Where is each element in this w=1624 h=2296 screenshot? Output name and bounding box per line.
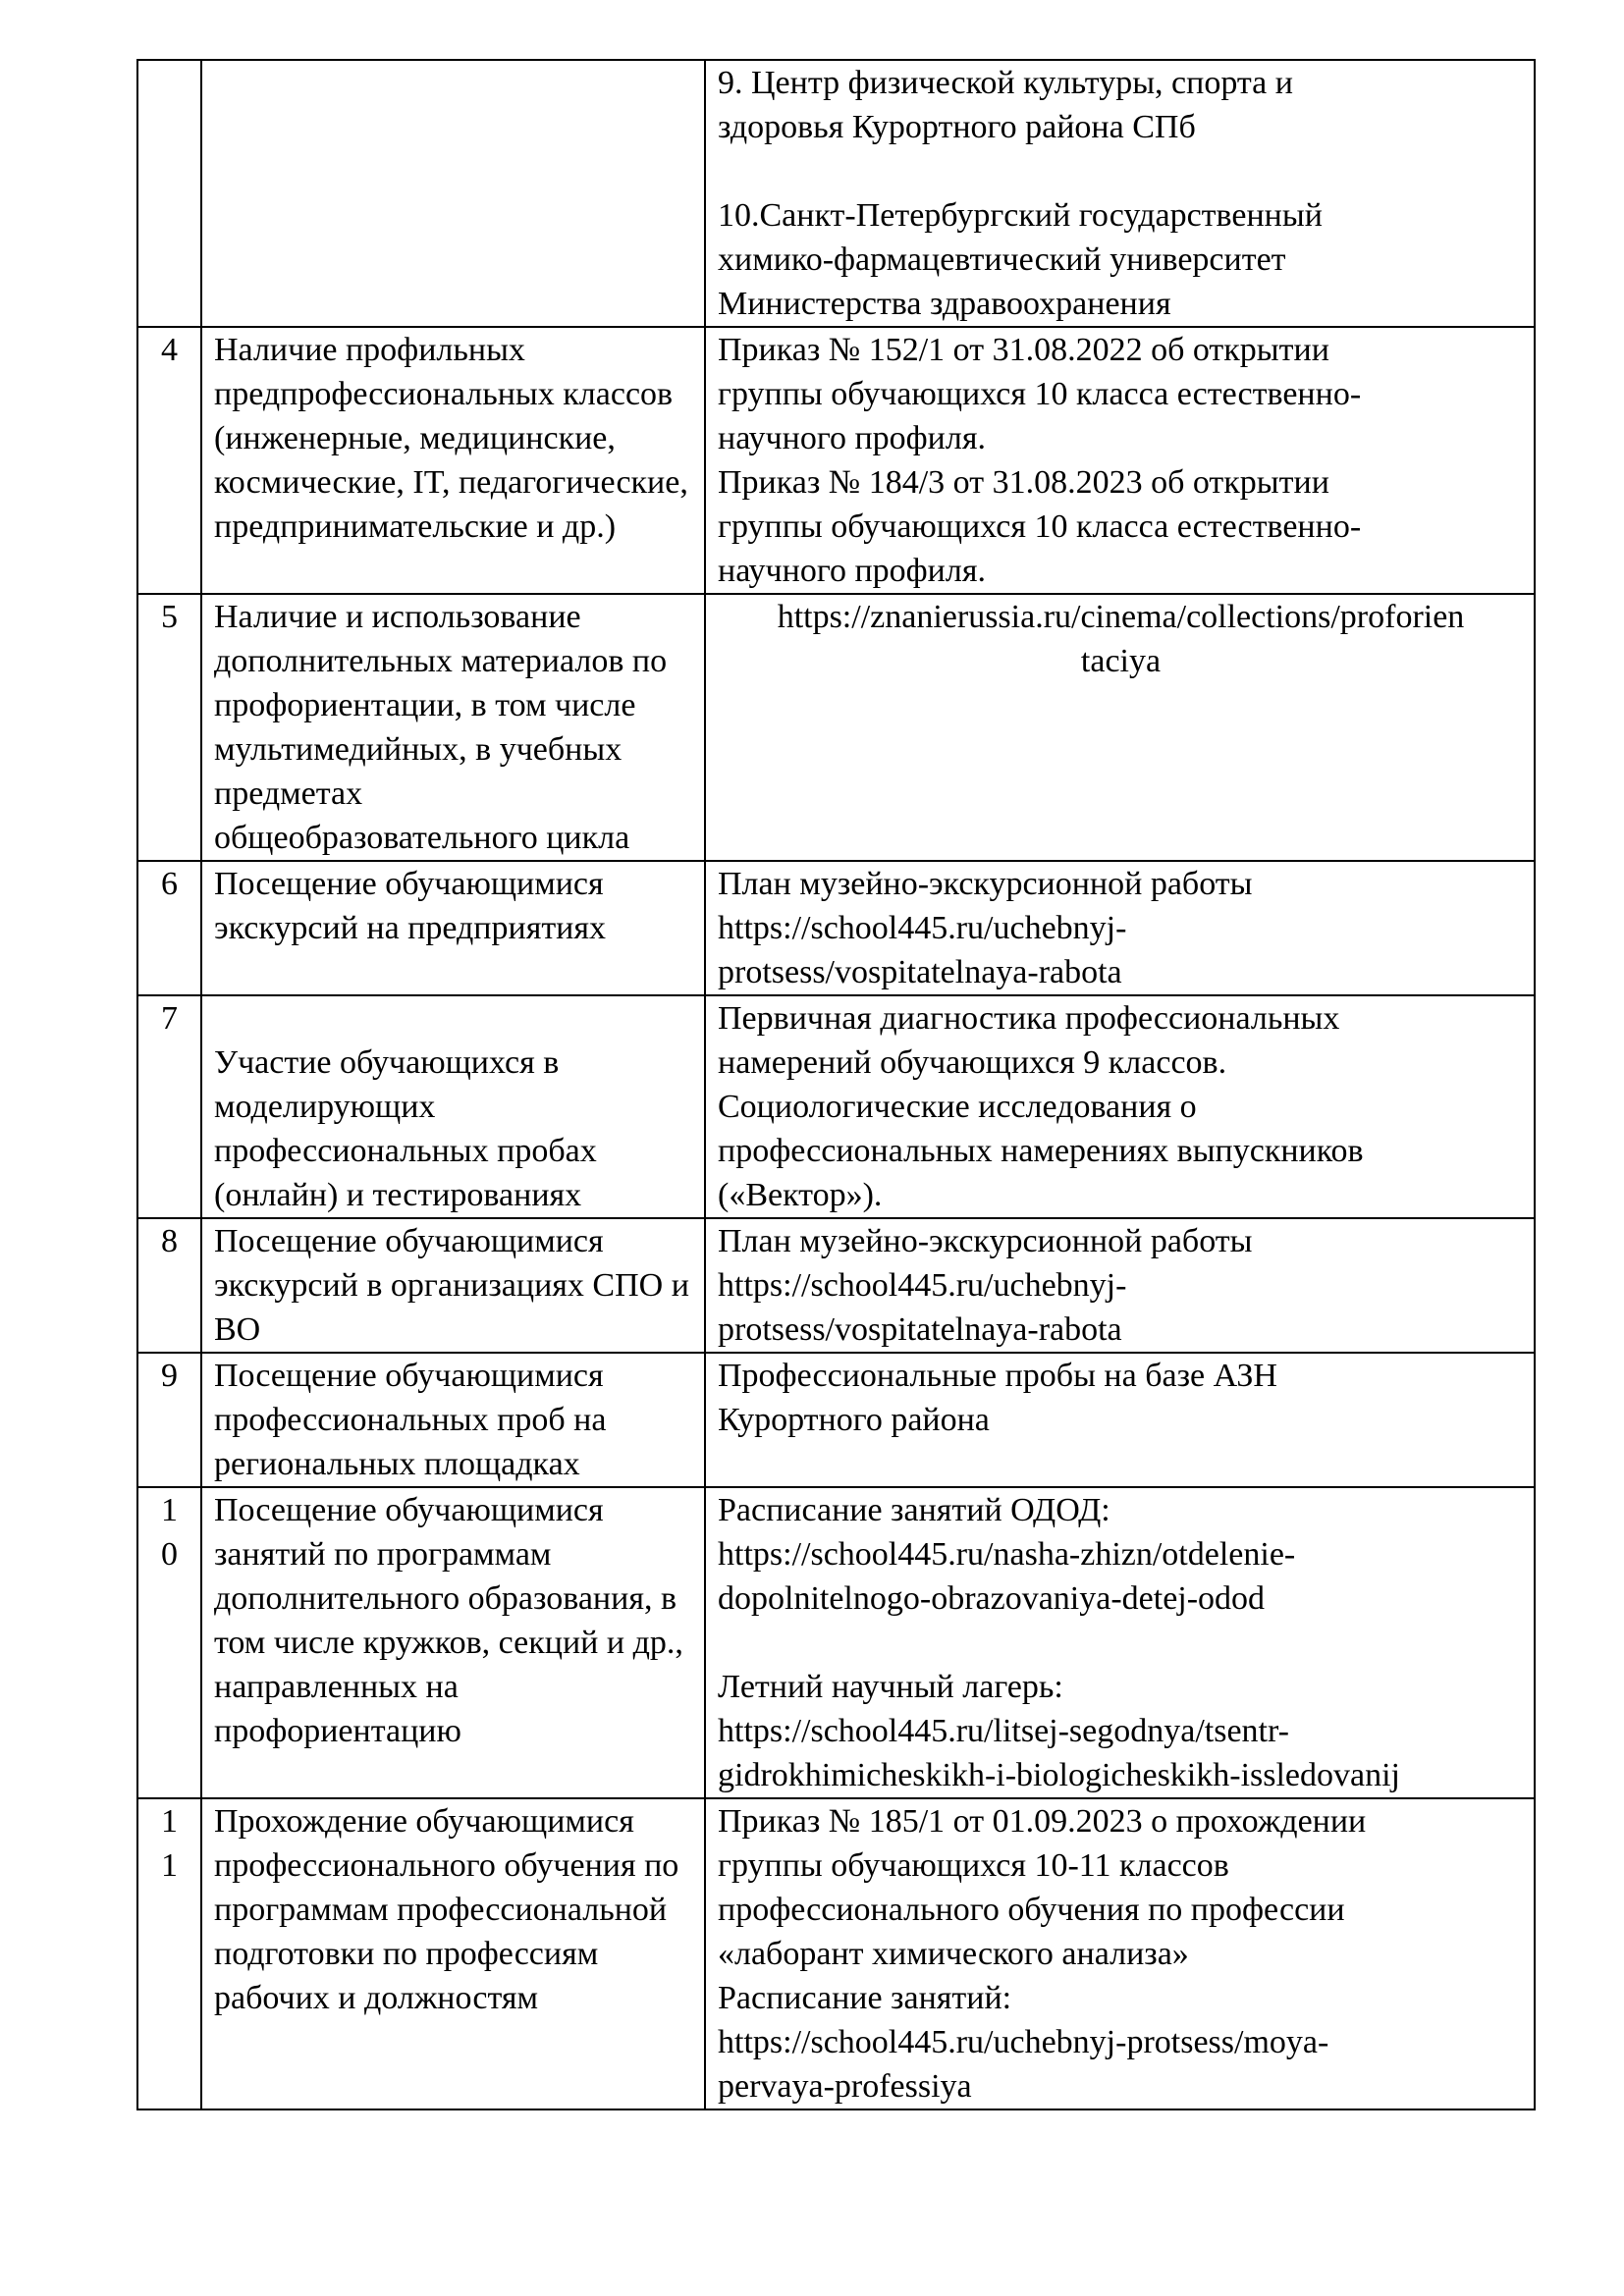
row-number-cell <box>137 995 201 1218</box>
row-number: 1 0 <box>161 1492 178 1573</box>
evidence-line: Расписание занятий ОДОД: <box>718 1492 1110 1528</box>
career-guidance-table <box>136 59 1536 2110</box>
evidence-line: pervaya-professiya <box>718 2068 972 2105</box>
blank-line <box>718 1621 1524 1665</box>
indicator-name: Посещение обучающимися профессиональных проб на региональных площадках <box>214 1358 607 1482</box>
evidence-line: группы обучающихся 10-11 классов <box>718 1847 1229 1884</box>
table-row <box>137 60 1535 327</box>
indicator-name-cell <box>201 594 705 861</box>
indicator-name-cell <box>201 1218 705 1353</box>
row-number-cell <box>137 1487 201 1798</box>
evidence-line: План музейно-экскурсионной работы <box>718 866 1253 902</box>
evidence-cell <box>705 60 1535 327</box>
evidence-link-line[interactable]: https://school445.ru/uchebnyj- <box>718 1267 1127 1304</box>
evidence-line: План музейно-экскурсионной работы <box>718 1223 1253 1259</box>
indicator-name-cell <box>201 1487 705 1798</box>
indicator-name: Наличие профильных предпрофессиональных классов (инженерные, медицинские, космические, IT, педагогические, предпринимательские и др.) <box>214 332 688 545</box>
indicator-name: Участие обучающихся в моделирующих профессиональных пробах (онлайн) и тестированиях <box>214 1044 597 1213</box>
table-row <box>137 327 1535 594</box>
indicator-name: Посещение обучающимися занятий по программам дополнительного образования, в том числе кружков, секций и др., направленных на профориентацию <box>214 1492 683 1749</box>
evidence-line: taciya <box>1080 643 1162 679</box>
indicator-name-cell <box>201 861 705 995</box>
evidence-line: химико-фармацевтический университет <box>718 241 1286 278</box>
row-number-cell <box>137 60 201 327</box>
row-number: 4 <box>161 332 178 368</box>
indicator-name-cell <box>201 1798 705 2109</box>
table-row <box>137 1487 1535 1798</box>
evidence-cell <box>705 995 1535 1218</box>
indicator-name-cell <box>201 1353 705 1487</box>
indicator-name-cell <box>201 327 705 594</box>
row-number-cell <box>137 1218 201 1353</box>
evidence-line: группы обучающихся 10 класса естественно- <box>718 508 1362 545</box>
evidence-line: («Вектор»). <box>718 1177 883 1213</box>
evidence-line: группы обучающихся 10 класса естественно- <box>718 376 1362 412</box>
row-number-cell <box>137 327 201 594</box>
evidence-line: научного профиля. <box>718 420 986 456</box>
row-number: 1 1 <box>161 1803 178 1884</box>
evidence-cell <box>705 861 1535 995</box>
evidence-link-line[interactable]: https://znanierussia.ru/cinema/collections/proforien <box>777 599 1465 635</box>
row-number-cell <box>137 594 201 861</box>
indicator-name: Посещение обучающимися экскурсий в организациях СПО и ВО <box>214 1223 689 1348</box>
evidence-line: Профессиональные пробы на базе АЗН <box>718 1358 1277 1394</box>
table-row <box>137 995 1535 1218</box>
evidence-link-line[interactable]: https://school445.ru/litsej-segodnya/tsentr- <box>718 1713 1289 1749</box>
evidence-line: Приказ № 185/1 от 01.09.2023 о прохождении <box>718 1803 1367 1840</box>
evidence-link-line[interactable]: https://school445.ru/uchebnyj- <box>718 910 1127 946</box>
evidence-cell <box>705 594 1535 861</box>
row-number: 5 <box>161 599 178 635</box>
blank-line <box>718 149 1524 193</box>
evidence-line: Приказ № 184/3 от 31.08.2023 об открытии <box>718 464 1329 501</box>
evidence-link-line[interactable]: https://school445.ru/uchebnyj-protsess/moya- <box>718 2024 1329 2060</box>
row-number: 8 <box>161 1223 178 1259</box>
indicator-name-cell <box>201 995 705 1218</box>
evidence-cell <box>705 327 1535 594</box>
row-number-cell <box>137 1353 201 1487</box>
row-number: 6 <box>161 866 178 902</box>
evidence-line: gidrokhimicheskikh-i-biologicheskikh-issledovanij <box>718 1757 1401 1793</box>
table-body <box>137 60 1535 2109</box>
evidence-line: Социологические исследования о <box>718 1089 1197 1125</box>
evidence-line: Первичная диагностика профессиональных <box>718 1000 1340 1037</box>
evidence-cell <box>705 1353 1535 1487</box>
table-row <box>137 861 1535 995</box>
evidence-line: Расписание занятий: <box>718 1980 1012 2016</box>
evidence-link-line[interactable]: protsess/vospitatelnaya-rabota <box>718 1311 1122 1348</box>
evidence-cell <box>705 1487 1535 1798</box>
evidence-line: Министерства здравоохранения <box>718 286 1171 322</box>
row-number: 9 <box>161 1358 178 1394</box>
evidence-line: 10.Санкт-Петербургский государственный <box>718 197 1323 234</box>
evidence-line: профессионального обучения по профессии <box>718 1892 1345 1928</box>
table-row <box>137 594 1535 861</box>
evidence-line: dopolnitelnogo-obrazovaniya-detej-odod <box>718 1580 1266 1617</box>
evidence-cell <box>705 1798 1535 2109</box>
evidence-line: Курортного района <box>718 1402 990 1438</box>
evidence-link-line[interactable]: protsess/vospitatelnaya-rabota <box>718 954 1122 990</box>
evidence-line: профессиональных намерениях выпускников <box>718 1133 1364 1169</box>
evidence-line: намерений обучающихся 9 классов. <box>718 1044 1227 1081</box>
evidence-line: научного профиля. <box>718 553 986 589</box>
indicator-name: Прохождение обучающимися профессионального обучения по программам профессиональной подготовки по профессиям рабочих и должностям <box>214 1803 679 2016</box>
table-row <box>137 1218 1535 1353</box>
table-row <box>137 1798 1535 2109</box>
indicator-name-cell <box>201 60 705 327</box>
table-row <box>137 1353 1535 1487</box>
evidence-line: «лаборант химического анализа» <box>718 1936 1189 1972</box>
evidence-line: Летний научный лагерь: <box>718 1669 1063 1705</box>
row-number-cell <box>137 861 201 995</box>
evidence-line: Приказ № 152/1 от 31.08.2022 об открытии <box>718 332 1329 368</box>
row-number: 7 <box>161 1000 178 1037</box>
evidence-link-line[interactable]: https://school445.ru/nasha-zhizn/otdelenie- <box>718 1536 1296 1573</box>
evidence-cell <box>705 1218 1535 1353</box>
indicator-name: Посещение обучающимися экскурсий на предприятиях <box>214 866 607 946</box>
row-number-cell <box>137 1798 201 2109</box>
evidence-line: здоровья Курортного района СПб <box>718 109 1196 145</box>
evidence-line: 9. Центр физической культуры, спорта и <box>718 65 1293 101</box>
indicator-name: Наличие и использование дополнительных материалов по профориентации, в том числе мультимедийных, в учебных предметах общеобразовательного цикла <box>214 599 668 856</box>
